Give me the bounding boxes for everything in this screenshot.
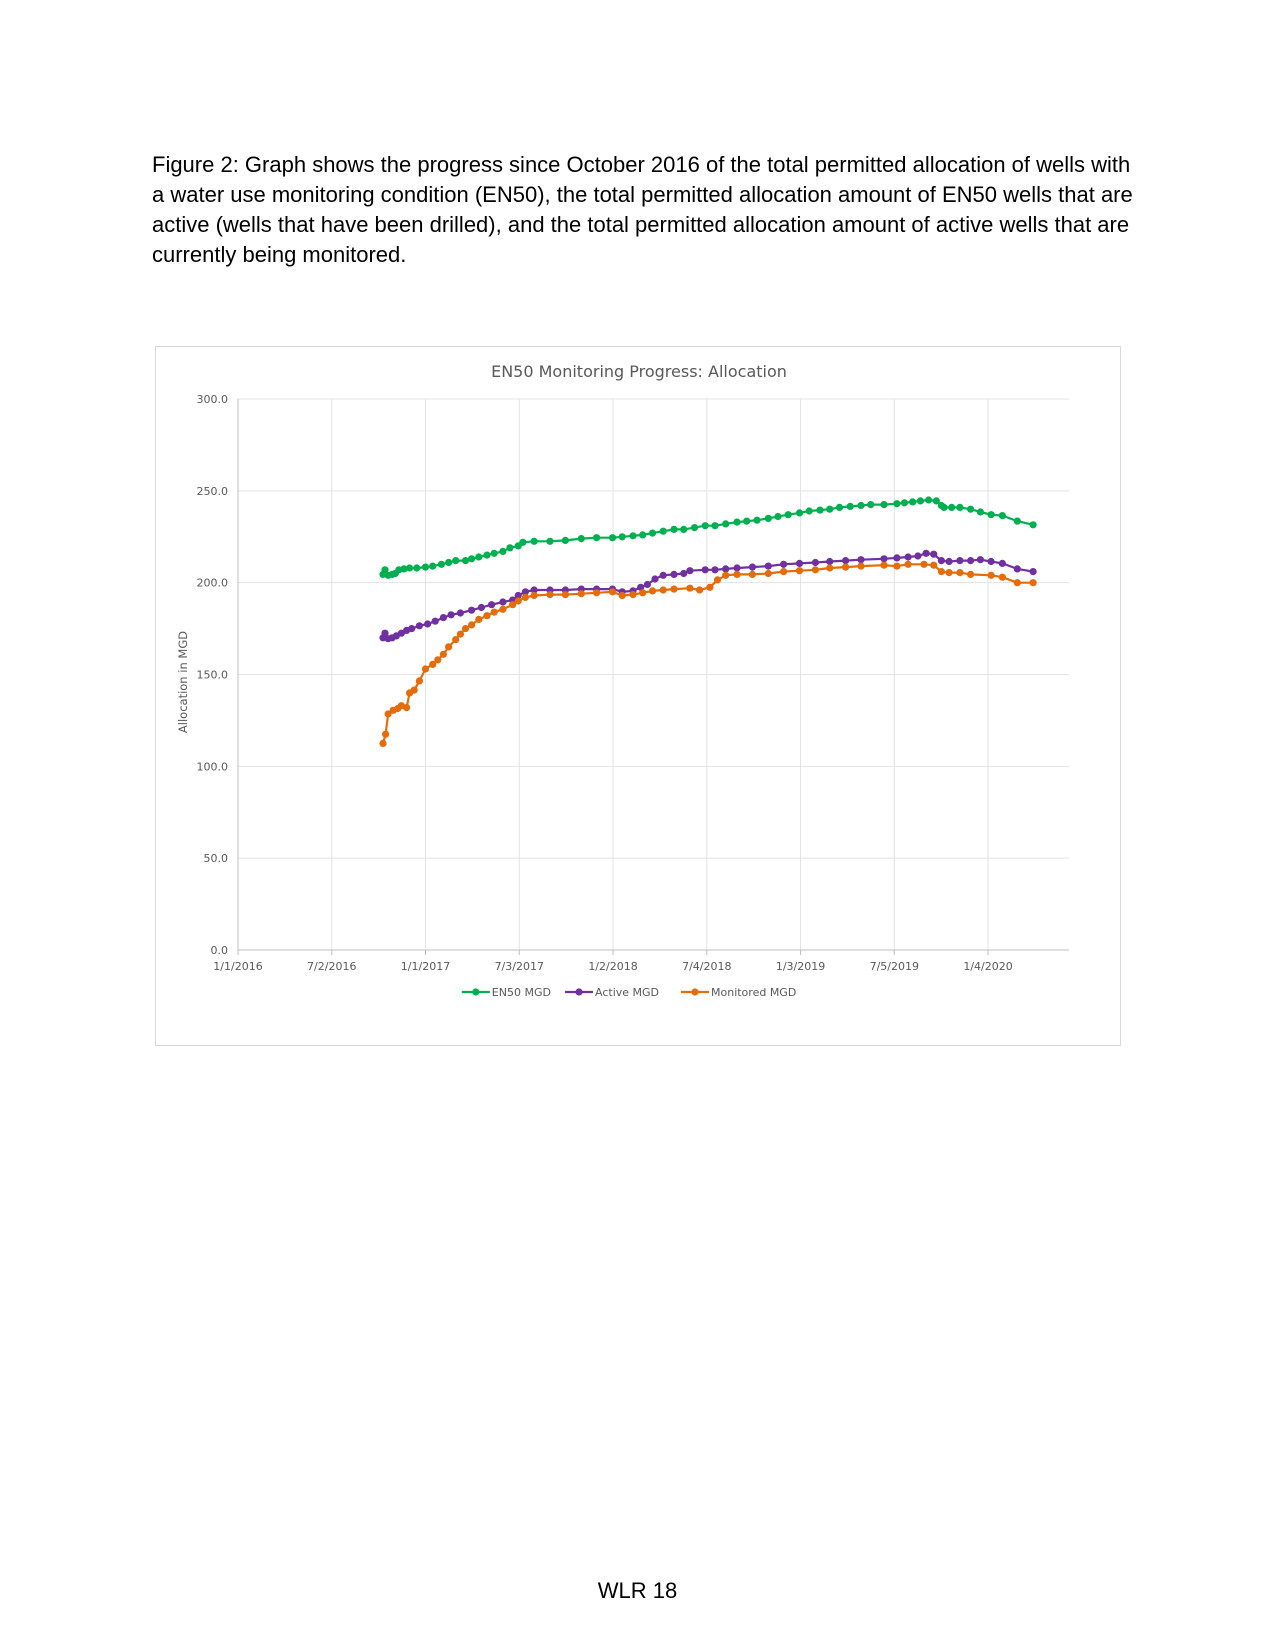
data-point-active-mgd: [765, 563, 772, 570]
data-point-monitored-mgd: [780, 568, 787, 575]
chart-svg: [156, 347, 1122, 1047]
data-point-monitored-mgd: [416, 677, 423, 684]
data-point-en50-mgd: [413, 564, 420, 571]
data-point-monitored-mgd: [649, 587, 656, 594]
grid-lines: [238, 399, 1069, 950]
data-point-active-mgd: [457, 609, 464, 616]
data-point-active-mgd: [722, 565, 729, 572]
data-point-en50-mgd: [743, 518, 750, 525]
legend-swatch-marker: [472, 988, 479, 995]
data-point-en50-mgd: [406, 564, 413, 571]
data-point-active-mgd: [842, 557, 849, 564]
data-point-monitored-mgd: [609, 588, 616, 595]
data-point-active-mgd: [780, 561, 787, 568]
data-point-monitored-mgd: [522, 594, 529, 601]
data-point-active-mgd: [880, 555, 887, 562]
data-point-monitored-mgd: [403, 704, 410, 711]
data-point-monitored-mgd: [930, 562, 937, 569]
data-point-monitored-mgd: [629, 591, 636, 598]
legend-swatch-marker: [575, 988, 582, 995]
data-point-active-mgd: [440, 614, 447, 621]
data-point-monitored-mgd: [905, 561, 912, 568]
data-point-en50-mgd: [609, 534, 616, 541]
x-tick-label: 1/1/2016: [213, 960, 263, 973]
data-point-active-mgd: [711, 566, 718, 573]
data-point-en50-mgd: [438, 561, 445, 568]
data-point-monitored-mgd: [920, 561, 927, 568]
series-line-monitored-mgd: [383, 564, 1033, 743]
data-point-monitored-mgd: [382, 731, 389, 738]
data-point-en50-mgd: [578, 535, 585, 542]
data-point-active-mgd: [408, 625, 415, 632]
data-point-en50-mgd: [702, 522, 709, 529]
data-point-monitored-mgd: [445, 643, 452, 650]
data-point-monitored-mgd: [946, 569, 953, 576]
data-point-monitored-mgd: [411, 687, 418, 694]
chart-frame: [155, 346, 1121, 1046]
data-point-en50-mgd: [711, 522, 718, 529]
data-point-en50-mgd: [1030, 521, 1037, 528]
data-point-active-mgd: [660, 572, 667, 579]
data-point-en50-mgd: [940, 504, 947, 511]
y-tick-label: 150.0: [196, 668, 228, 682]
data-point-monitored-mgd: [826, 564, 833, 571]
data-point-en50-mgd: [491, 550, 498, 557]
data-point-monitored-mgd: [1030, 579, 1037, 586]
data-point-active-mgd: [946, 558, 953, 565]
x-tick-label: 1/3/2019: [775, 960, 826, 973]
data-point-monitored-mgd: [531, 592, 538, 599]
data-point-en50-mgd: [785, 511, 792, 518]
data-point-en50-mgd: [422, 564, 429, 571]
data-point-monitored-mgd: [999, 574, 1006, 581]
data-point-active-mgd: [999, 560, 1006, 567]
x-tick-label: 7/4/2018: [682, 960, 732, 973]
data-point-en50-mgd: [967, 506, 974, 513]
x-tick-label: 1/1/2017: [400, 960, 451, 973]
data-point-active-mgd: [733, 564, 740, 571]
data-point-active-mgd: [938, 557, 945, 564]
data-point-monitored-mgd: [440, 651, 447, 658]
data-point-en50-mgd: [880, 501, 887, 508]
data-point-monitored-mgd: [434, 656, 441, 663]
data-point-active-mgd: [826, 558, 833, 565]
data-point-monitored-mgd: [967, 571, 974, 578]
data-point-en50-mgd: [619, 533, 626, 540]
data-point-monitored-mgd: [379, 740, 386, 747]
data-point-en50-mgd: [475, 553, 482, 560]
y-tick-label: 300.0: [196, 393, 228, 406]
data-point-en50-mgd: [593, 534, 600, 541]
data-point-en50-mgd: [531, 538, 538, 545]
data-point-active-mgd: [977, 556, 984, 563]
data-point-en50-mgd: [893, 500, 900, 507]
data-point-monitored-mgd: [733, 571, 740, 578]
data-point-en50-mgd: [629, 532, 636, 539]
x-tick-label: 7/2/2016: [307, 960, 357, 973]
data-point-en50-mgd: [806, 507, 813, 514]
data-point-en50-mgd: [519, 539, 526, 546]
data-point-active-mgd: [488, 601, 495, 608]
data-point-monitored-mgd: [593, 589, 600, 596]
data-point-monitored-mgd: [499, 606, 506, 613]
legend-swatch-marker: [691, 988, 698, 995]
series-active-mgd: [379, 550, 1036, 643]
data-point-monitored-mgd: [457, 631, 464, 638]
data-point-active-mgd: [967, 557, 974, 564]
data-point-monitored-mgd: [696, 586, 703, 593]
data-point-en50-mgd: [847, 503, 854, 510]
axes: [197, 393, 1070, 973]
data-point-active-mgd: [988, 558, 995, 565]
data-point-active-mgd: [468, 607, 475, 614]
data-point-en50-mgd: [816, 507, 823, 514]
data-point-en50-mgd: [1014, 518, 1021, 525]
data-point-active-mgd: [1014, 565, 1021, 572]
page-number: WLR 18: [597, 1578, 678, 1603]
y-tick-label: 250.0: [196, 484, 228, 498]
data-point-monitored-mgd: [475, 616, 482, 623]
data-point-en50-mgd: [733, 519, 740, 526]
data-point-monitored-mgd: [660, 586, 667, 593]
data-point-en50-mgd: [956, 504, 963, 511]
data-point-monitored-mgd: [765, 570, 772, 577]
data-point-monitored-mgd: [619, 592, 626, 599]
data-point-en50-mgd: [857, 502, 864, 509]
data-point-en50-mgd: [483, 552, 490, 559]
data-point-en50-mgd: [999, 512, 1006, 519]
data-point-active-mgd: [702, 566, 709, 573]
data-point-monitored-mgd: [468, 621, 475, 628]
data-point-monitored-mgd: [842, 564, 849, 571]
x-tick-label: 1/2/2018: [588, 960, 638, 973]
x-tick-label: 7/5/2019: [869, 960, 919, 973]
data-point-monitored-mgd: [706, 584, 713, 591]
series-en50-mgd: [379, 496, 1036, 579]
data-point-monitored-mgd: [988, 572, 995, 579]
data-point-active-mgd: [796, 560, 803, 567]
data-point-en50-mgd: [468, 555, 475, 562]
legend-item-monitored-mgd: [681, 986, 796, 999]
data-point-en50-mgd: [670, 526, 677, 533]
series-monitored-mgd: [379, 561, 1036, 747]
data-point-monitored-mgd: [714, 576, 721, 583]
data-point-en50-mgd: [546, 538, 553, 545]
data-point-monitored-mgd: [796, 567, 803, 574]
data-point-en50-mgd: [691, 524, 698, 531]
data-point-en50-mgd: [562, 537, 569, 544]
data-point-monitored-mgd: [546, 591, 553, 598]
data-point-monitored-mgd: [639, 589, 646, 596]
data-point-active-mgd: [930, 551, 937, 558]
data-point-active-mgd: [416, 622, 423, 629]
data-point-en50-mgd: [445, 559, 452, 566]
legend-label: Active MGD: [595, 986, 660, 999]
data-point-monitored-mgd: [491, 609, 498, 616]
data-point-active-mgd: [749, 564, 756, 571]
data-point-monitored-mgd: [857, 563, 864, 570]
data-point-en50-mgd: [753, 517, 760, 524]
data-point-active-mgd: [1030, 568, 1037, 575]
data-point-en50-mgd: [649, 530, 656, 537]
data-point-en50-mgd: [506, 544, 513, 551]
data-point-active-mgd: [651, 575, 658, 582]
figure-caption: Figure 2: Graph shows the progress since October 2016 of the total permitted allocation of wells with a water use monitoring condition (EN50), the total permitted allocation amount of EN50 wells that are active (wells that have been drilled), and the total permitted allocation amount of active wells that are currently being monitored.: [152, 152, 1133, 267]
data-point-monitored-mgd: [1014, 579, 1021, 586]
data-point-monitored-mgd: [515, 597, 522, 604]
data-point-monitored-mgd: [812, 566, 819, 573]
data-point-active-mgd: [680, 570, 687, 577]
data-point-en50-mgd: [639, 531, 646, 538]
data-point-active-mgd: [670, 571, 677, 578]
data-point-monitored-mgd: [880, 562, 887, 569]
data-point-en50-mgd: [925, 496, 932, 503]
data-point-monitored-mgd: [722, 572, 729, 579]
data-point-en50-mgd: [917, 497, 924, 504]
y-tick-label: 50.0: [203, 852, 228, 866]
data-point-active-mgd: [424, 620, 431, 627]
data-point-active-mgd: [499, 598, 506, 605]
data-point-monitored-mgd: [938, 568, 945, 575]
data-point-active-mgd: [857, 556, 864, 563]
data-point-en50-mgd: [977, 508, 984, 515]
data-point-active-mgd: [812, 559, 819, 566]
data-point-en50-mgd: [462, 557, 469, 564]
data-point-monitored-mgd: [956, 569, 963, 576]
data-point-active-mgd: [686, 567, 693, 574]
data-point-en50-mgd: [836, 504, 843, 511]
data-point-en50-mgd: [988, 511, 995, 518]
data-point-active-mgd: [923, 550, 930, 557]
data-point-monitored-mgd: [483, 612, 490, 619]
data-point-monitored-mgd: [670, 586, 677, 593]
data-point-monitored-mgd: [686, 585, 693, 592]
data-point-en50-mgd: [765, 515, 772, 522]
legend: [462, 986, 797, 999]
data-point-en50-mgd: [909, 498, 916, 505]
data-point-en50-mgd: [867, 501, 874, 508]
data-point-active-mgd: [478, 604, 485, 611]
chart-title: EN50 Monitoring Progress: Allocation: [491, 362, 787, 381]
data-point-monitored-mgd: [562, 591, 569, 598]
y-tick-label: 200.0: [196, 576, 228, 590]
data-point-monitored-mgd: [578, 590, 585, 597]
legend-label: Monitored MGD: [711, 986, 797, 999]
data-point-en50-mgd: [722, 520, 729, 527]
x-tick-label: 1/4/2020: [963, 960, 1013, 973]
data-point-en50-mgd: [680, 526, 687, 533]
data-point-monitored-mgd: [452, 636, 459, 643]
data-point-active-mgd: [432, 618, 439, 625]
y-tick-label: 100.0: [196, 760, 228, 774]
data-point-en50-mgd: [948, 504, 955, 511]
data-point-monitored-mgd: [893, 563, 900, 570]
series-lines: [379, 496, 1036, 747]
legend-label: EN50 MGD: [491, 986, 551, 999]
data-point-en50-mgd: [499, 548, 506, 555]
y-axis-title: Allocation in MGD: [176, 630, 190, 734]
data-point-active-mgd: [914, 552, 921, 559]
data-point-active-mgd: [448, 611, 455, 618]
data-point-en50-mgd: [901, 499, 908, 506]
data-point-en50-mgd: [429, 563, 436, 570]
legend-item-active-mgd: [565, 986, 659, 999]
data-point-monitored-mgd: [462, 625, 469, 632]
data-point-en50-mgd: [660, 528, 667, 535]
data-point-monitored-mgd: [749, 571, 756, 578]
y-tick-label: 0.0: [210, 944, 228, 957]
data-point-active-mgd: [956, 557, 963, 564]
data-point-en50-mgd: [452, 557, 459, 564]
legend-item-en50-mgd: [462, 986, 551, 999]
data-point-en50-mgd: [826, 506, 833, 513]
data-point-en50-mgd: [774, 513, 781, 520]
data-point-monitored-mgd: [422, 665, 429, 672]
data-point-active-mgd: [644, 581, 651, 588]
data-point-active-mgd: [893, 554, 900, 561]
x-tick-label: 7/3/2017: [494, 960, 544, 973]
data-point-en50-mgd: [796, 509, 803, 516]
data-point-active-mgd: [905, 553, 912, 560]
